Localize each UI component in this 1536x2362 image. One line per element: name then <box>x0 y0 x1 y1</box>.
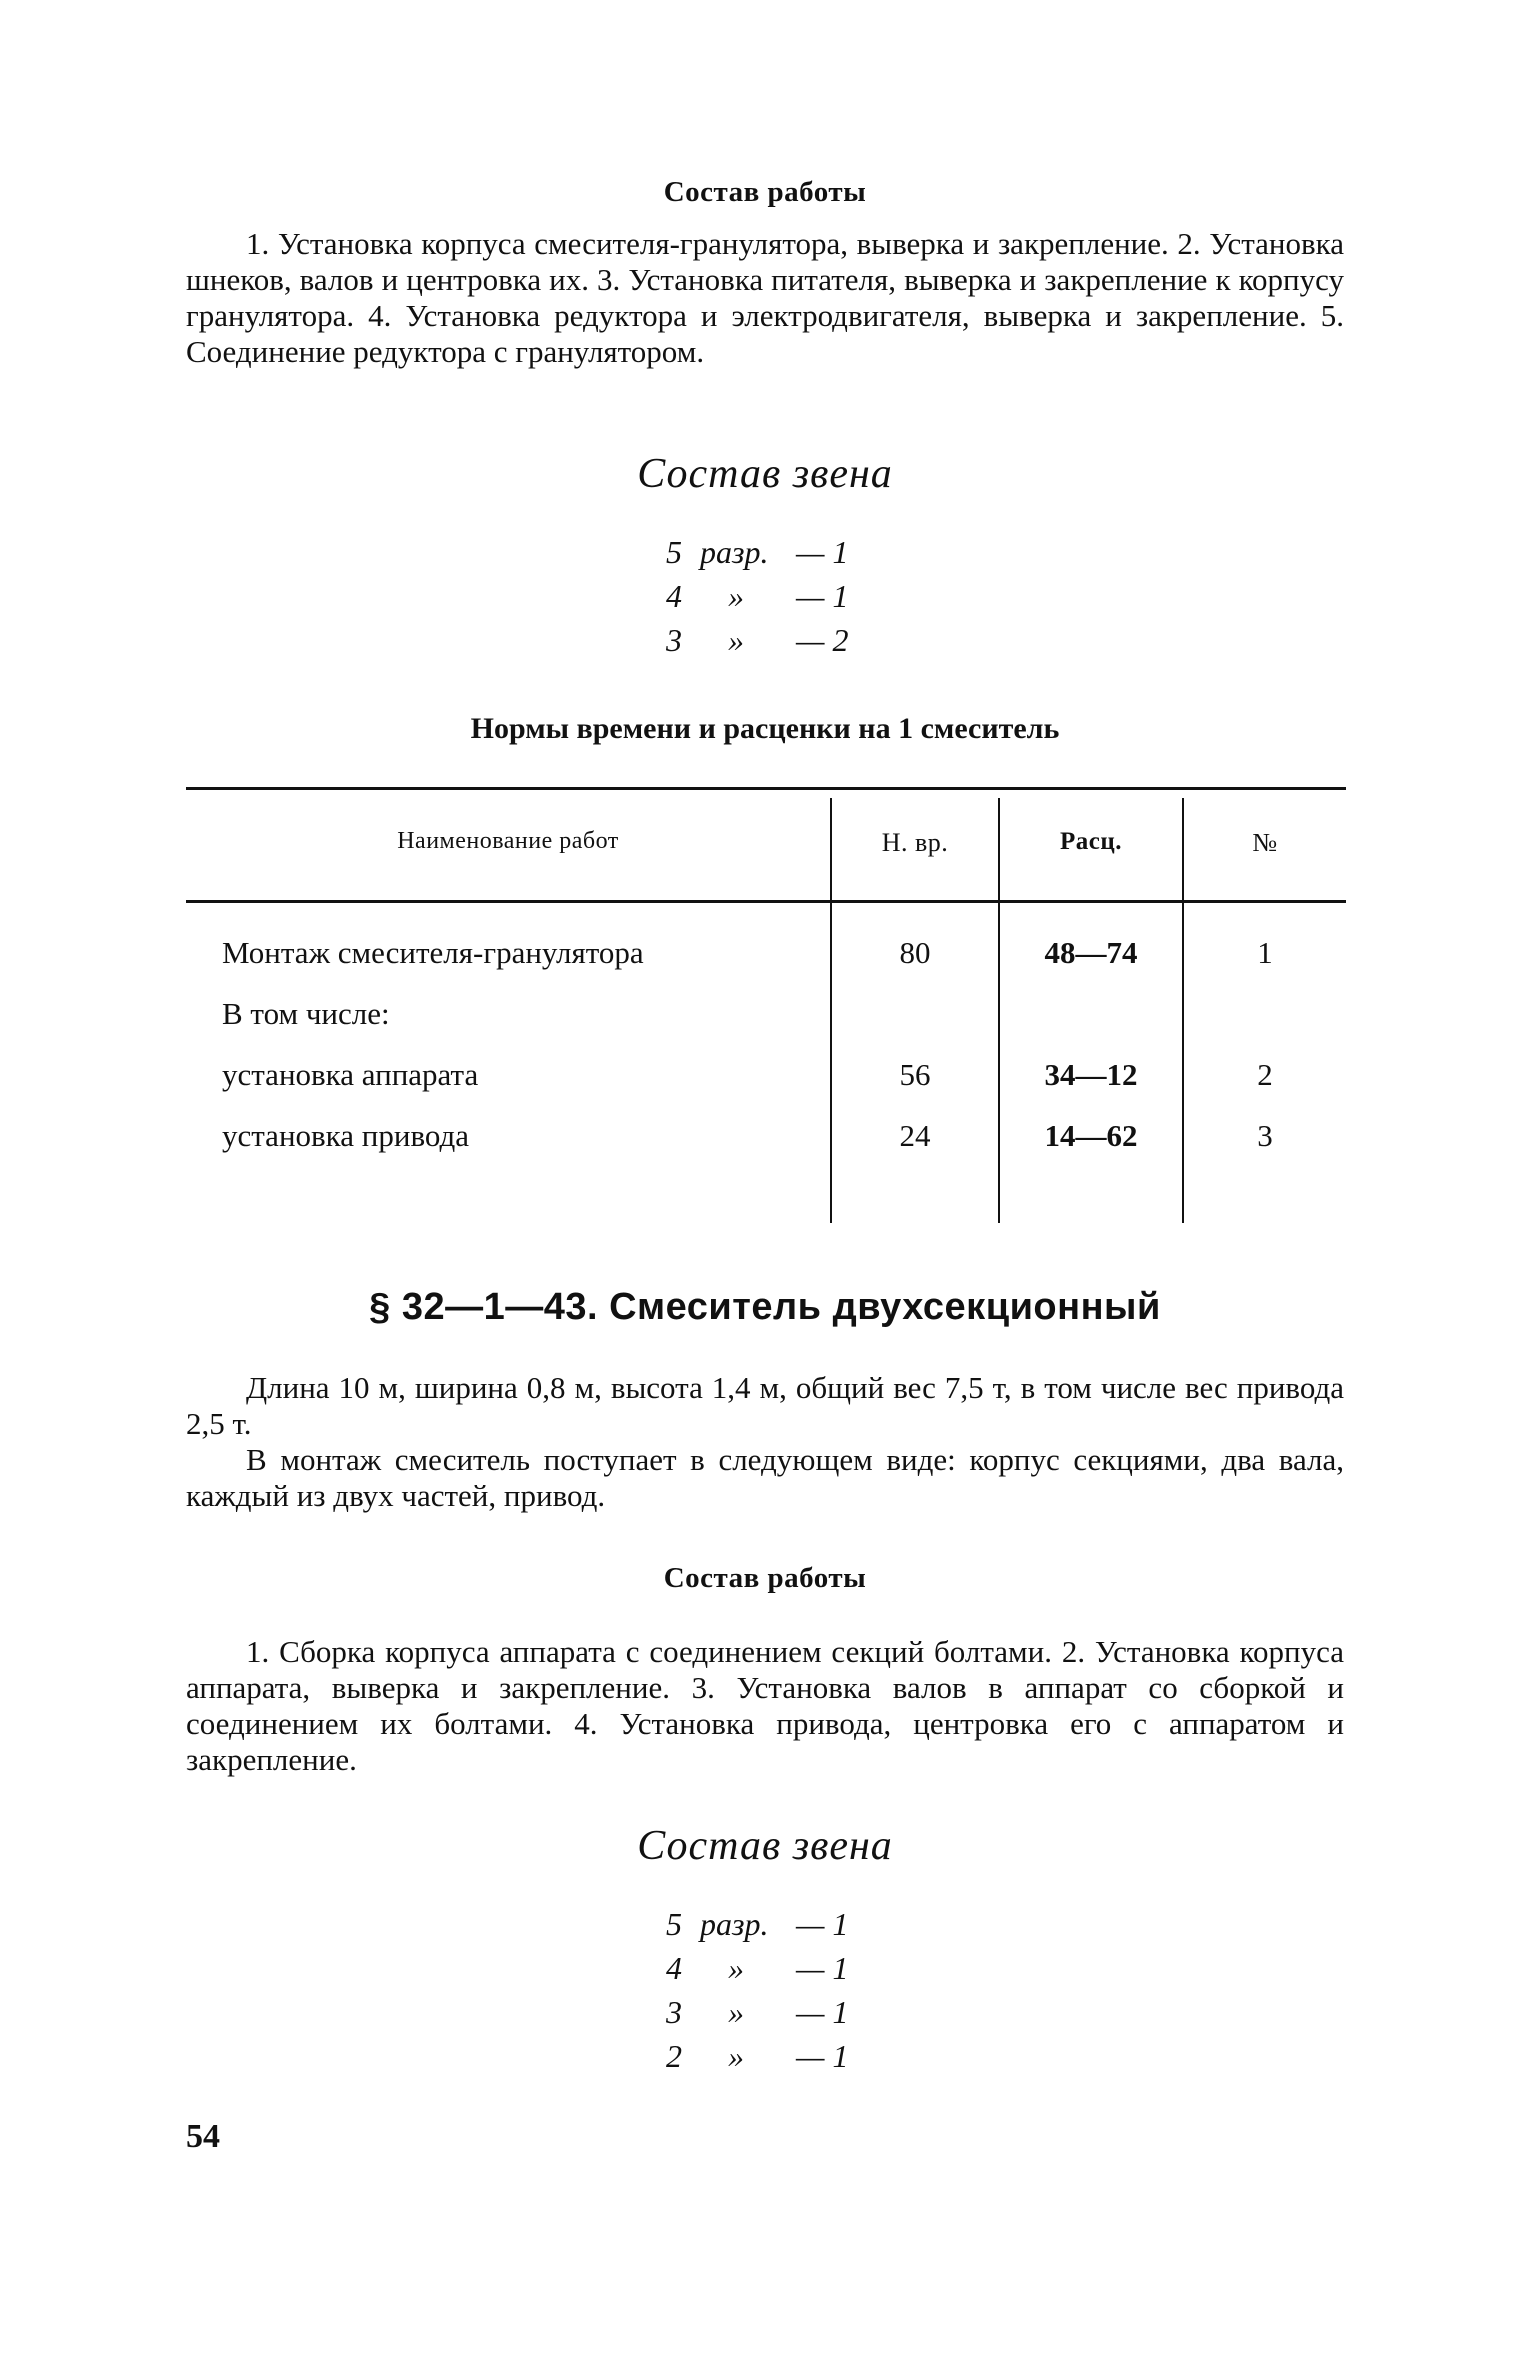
table-row-no: 2 <box>1257 1057 1273 1092</box>
header-name: Наименование работ <box>397 828 619 854</box>
table-row-no: 1 <box>1257 935 1273 970</box>
crew-row <box>666 530 906 574</box>
table-column-divider <box>830 798 832 1223</box>
crew-unit: » <box>728 1950 744 1986</box>
section-title: § 32—1—43. Смеситель двухсекционный <box>369 1286 1161 1328</box>
crew-unit: » <box>728 1994 744 2030</box>
table-row-name: Монтаж смесителя-гранулятора <box>222 935 644 970</box>
table-row-rate: 48—74 <box>1044 935 1138 970</box>
page-number: 54 <box>186 2118 220 2155</box>
work-composition-heading: Состав работы <box>663 176 867 208</box>
crew-unit: разр. <box>700 534 769 570</box>
crew-count: — 1 <box>796 1950 849 1986</box>
table-row-name: установка привода <box>222 1118 470 1153</box>
table-header-rule <box>186 900 1346 903</box>
crew-unit: » <box>728 578 744 614</box>
table-row-name: установка аппарата <box>222 1057 479 1092</box>
table-row-time: 56 <box>899 1057 931 1092</box>
crew-grade: 5 <box>666 1906 682 1942</box>
crew-count: — 1 <box>796 2038 849 2074</box>
crew-grade: 3 <box>666 1994 682 2030</box>
crew-list <box>666 1902 906 2078</box>
header-rate: Расц. <box>1059 828 1123 855</box>
table-row-time: 24 <box>899 1118 931 1153</box>
crew-row <box>666 1946 906 1990</box>
table-column-divider <box>998 798 1000 1223</box>
crew-row <box>666 1902 906 1946</box>
table-row-no: 3 <box>1257 1118 1273 1153</box>
section-paragraph-delivery: В монтаж смеситель поступает в следующем виде: корпус секциями, два вала, каждый из двух частей, привод. <box>186 1442 1344 1513</box>
work-composition-heading: Состав работы <box>663 1562 867 1594</box>
crew-grade: 4 <box>666 578 682 614</box>
crew-grade: 3 <box>666 622 682 658</box>
crew-row <box>666 2034 906 2078</box>
crew-row <box>666 618 906 662</box>
crew-count: — 1 <box>796 1994 849 2030</box>
crew-count: — 2 <box>796 622 849 658</box>
crew-count: — 1 <box>796 1906 849 1942</box>
crew-grade: 5 <box>666 534 682 570</box>
table-row-time: 80 <box>899 935 931 970</box>
table-row-rate: 14—62 <box>1044 1118 1138 1153</box>
section-paragraph-dimensions: Длина 10 м, ширина 0,8 м, высота 1,4 м, общий вес 7,5 т, в том числе вес привода 2,5 т. <box>186 1370 1344 1441</box>
work-composition-text: 1. Установка корпуса смесителя-гранулятора, выверка и закрепление. 2. Установка шнеков, валов и центровка их. 3. Установка питателя, выверка и закрепление к корпусу гранулятора. 4. Установка редуктора и электродвигателя, выверка и закрепление. 5. Соединение редуктора с гранулятором. <box>186 226 1344 369</box>
crew-count: — 1 <box>796 578 849 614</box>
crew-grade: 2 <box>666 2038 682 2074</box>
table-top-rule <box>186 787 1346 790</box>
table-column-divider <box>1182 798 1184 1223</box>
crew-composition-heading: Состав звена <box>637 1823 893 1869</box>
crew-row <box>666 574 906 618</box>
crew-unit: » <box>728 2038 744 2074</box>
table-row-name: В том числе: <box>222 996 390 1031</box>
norms-title: Нормы времени и расценки на 1 смеситель <box>470 712 1060 745</box>
crew-row <box>666 1990 906 2034</box>
crew-count: — 1 <box>796 534 849 570</box>
header-time: Н. вр. <box>881 828 949 857</box>
norms-table <box>186 780 1346 1225</box>
work-composition-text: 1. Сборка корпуса аппарата с соединением секций болтами. 2. Установка корпуса аппарата, выверка и закрепление. 3. Установка валов в аппарат со сборкой и соединением их болтами. 4. Установка привода, центровка его с аппаратом и закрепление. <box>186 1634 1344 1777</box>
crew-unit: » <box>728 622 744 658</box>
table-row-rate: 34—12 <box>1044 1057 1138 1092</box>
crew-unit: разр. <box>700 1906 769 1942</box>
crew-list <box>666 530 906 662</box>
crew-composition-heading: Состав звена <box>637 451 893 497</box>
crew-grade: 4 <box>666 1950 682 1986</box>
header-no: № <box>1252 828 1278 857</box>
